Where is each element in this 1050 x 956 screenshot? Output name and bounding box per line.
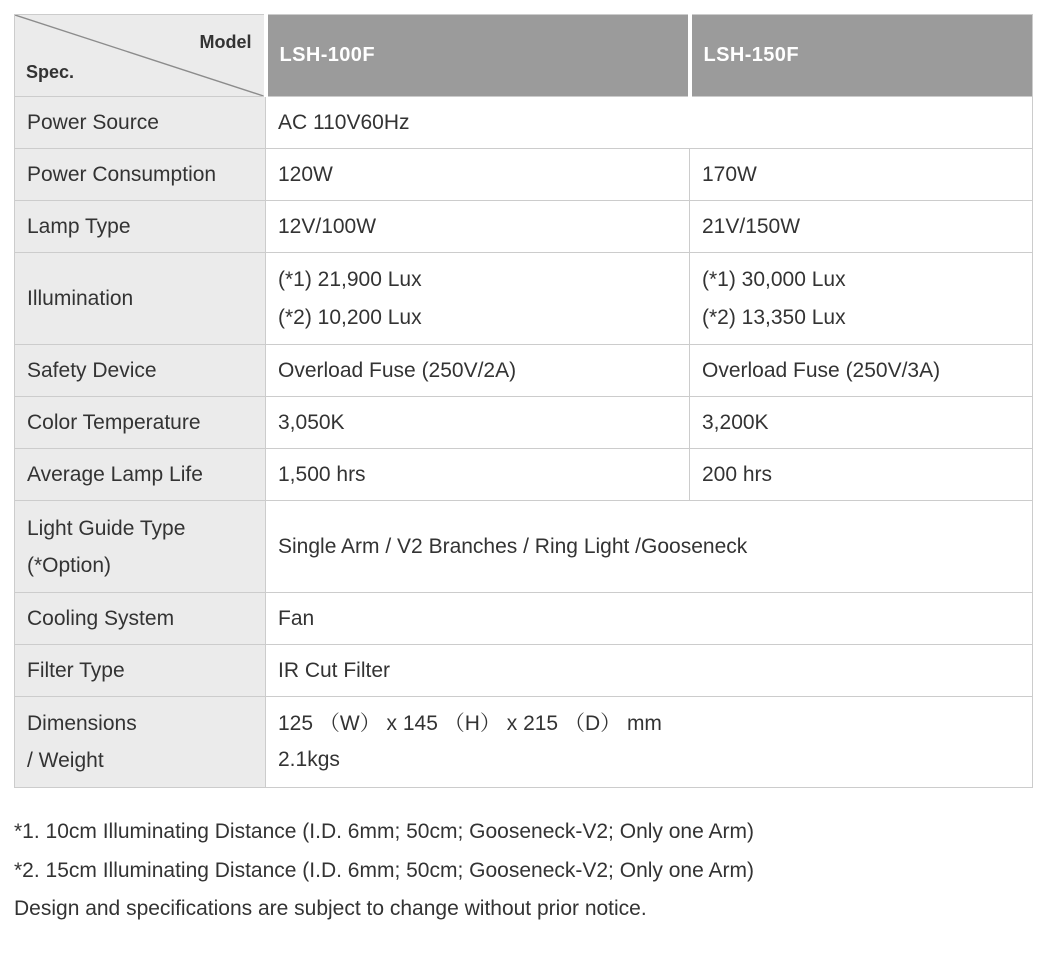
spec-table — [14, 14, 1033, 788]
spec-table-body — [15, 97, 1033, 788]
row-dimensions-weight — [15, 697, 1033, 788]
spec-value-cell-lsh150f — [690, 253, 1033, 345]
spec-value-cell-lsh150f: 21V/150W — [690, 201, 1033, 253]
spec-value-cell-lsh100f: 3,050K — [266, 397, 690, 449]
spec-value-cell: Single Arm / V2 Branches / Ring Light /Gooseneck — [266, 501, 1033, 593]
row-light-guide-type — [15, 501, 1033, 593]
diagonal-divider-line — [15, 15, 264, 96]
dimensions-label-line1: Dimensions — [27, 712, 137, 735]
spec-value-cell-lsh100f: Overload Fuse (250V/2A) — [266, 345, 690, 397]
corner-spec-label: Spec. — [26, 62, 75, 82]
header-row — [15, 15, 1033, 97]
spec-value-cell-lsh100f: 120W — [266, 149, 690, 201]
spec-value-cell: IR Cut Filter — [266, 645, 1033, 697]
spec-value-cell-lsh150f: 3,200K — [690, 397, 1033, 449]
row-power-consumption — [15, 149, 1033, 201]
illumination-lsh150f-line2: (*2) 13,350 Lux — [702, 305, 846, 329]
illumination-lsh150f-line1: (*1) 30,000 Lux — [702, 267, 846, 291]
spec-label-cell: Power Source — [15, 97, 266, 149]
light-guide-label-line2: (*Option) — [27, 553, 112, 577]
spec-label-cell: Cooling System — [15, 593, 266, 645]
corner-header-cell — [15, 15, 266, 97]
spec-value-cell-lsh150f: 170W — [690, 149, 1033, 201]
row-average-lamp-life — [15, 449, 1033, 501]
spec-label-cell: Illumination — [15, 253, 266, 345]
dimensions-label-line2: / Weight — [27, 749, 104, 772]
spec-label-cell: Color Temperature — [15, 397, 266, 449]
spec-label-cell: Power Consumption — [15, 149, 266, 201]
illumination-lsh100f-line1: (*1) 21,900 Lux — [278, 267, 422, 291]
row-lamp-type — [15, 201, 1033, 253]
corner-model-label: Model — [199, 32, 252, 52]
disclaimer: Design and specifications are subject to change without prior notice. — [14, 897, 647, 920]
spec-value-cell-lsh150f: 200 hrs — [690, 449, 1033, 501]
dimensions-value-line1: 125 （W） x 145 （H） x 215 （D） mm — [278, 712, 662, 735]
footnote-2: *2. 15cm Illuminating Distance (I.D. 6mm; 50cm; Gooseneck-V2; Only one Arm) — [14, 858, 754, 882]
row-cooling-system — [15, 593, 1033, 645]
spec-value-cell-lsh150f: Overload Fuse (250V/3A) — [690, 345, 1033, 397]
footnotes — [14, 813, 1032, 929]
spec-value-cell: AC 110V60Hz — [266, 97, 1033, 149]
spec-label-cell: Average Lamp Life — [15, 449, 266, 501]
footnote-1: *1. 10cm Illuminating Distance (I.D. 6mm; 50cm; Gooseneck-V2; Only one Arm) — [14, 820, 754, 843]
light-guide-label-line1: Light Guide Type — [27, 516, 186, 540]
spec-label-cell: Lamp Type — [15, 201, 266, 253]
spec-value-cell-lsh100f: 12V/100W — [266, 201, 690, 253]
row-safety-device — [15, 345, 1033, 397]
spec-value-cell: Fan — [266, 593, 1033, 645]
spec-value-cell — [266, 697, 1033, 788]
spec-label-cell — [15, 697, 266, 788]
row-illumination — [15, 253, 1033, 345]
dimensions-value-line2: 2.1kgs — [278, 748, 340, 771]
spec-table-header — [15, 15, 1033, 97]
spec-value-cell-lsh100f — [266, 253, 690, 345]
spec-label-cell: Filter Type — [15, 645, 266, 697]
row-power-source — [15, 97, 1033, 149]
illumination-lsh100f-line2: (*2) 10,200 Lux — [278, 305, 422, 329]
row-color-temperature — [15, 397, 1033, 449]
spec-value-cell-lsh100f: 1,500 hrs — [266, 449, 690, 501]
column-header-lsh-150f: LSH-150F — [690, 15, 1033, 97]
spec-label-cell — [15, 501, 266, 593]
column-header-lsh-100f: LSH-100F — [266, 15, 690, 97]
row-filter-type — [15, 645, 1033, 697]
spec-label-cell: Safety Device — [15, 345, 266, 397]
